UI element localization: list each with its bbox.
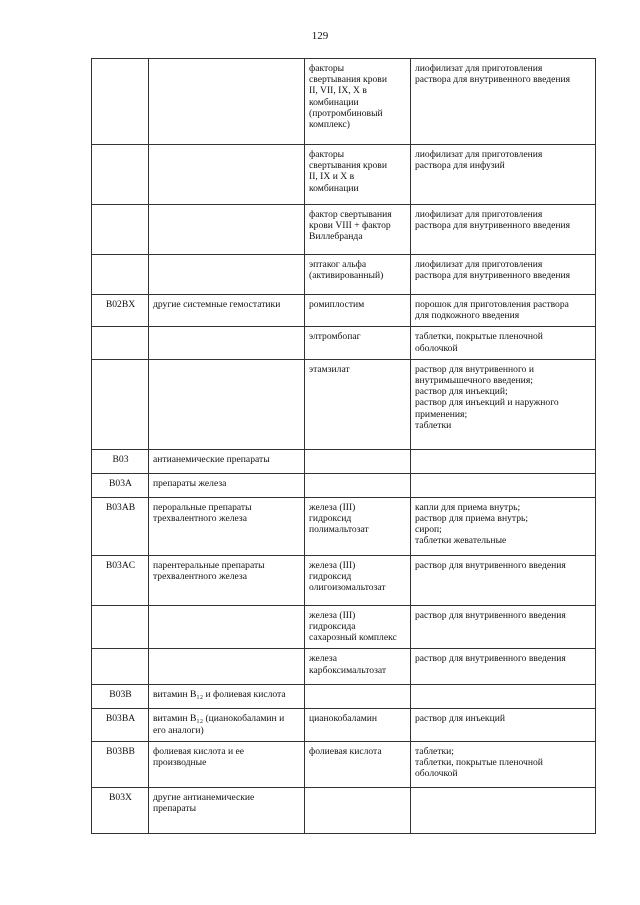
page-number: 129	[311, 30, 329, 42]
atc-code-cell	[92, 359, 149, 449]
group-name-cell: препараты железа	[149, 473, 305, 497]
group-name-cell	[149, 59, 305, 145]
group-name-cell: пероральные препараты трехвалентного железа	[149, 497, 305, 555]
table-row	[92, 327, 596, 359]
group-name-cell: другие антианемические препараты	[149, 787, 305, 833]
table-row	[92, 741, 596, 787]
dosage-form-cell: раствор для внутривенного введения	[411, 555, 596, 605]
atc-code-cell	[92, 205, 149, 255]
table-body	[92, 59, 596, 834]
atc-code-cell	[92, 327, 149, 359]
group-name-cell	[149, 649, 305, 685]
dosage-form-cell: раствор для внутривенного введения	[411, 605, 596, 649]
dosage-form-cell: порошок для приготовления раствора для подкожного введения	[411, 295, 596, 327]
group-name-cell: витамин B₁₂ (цианокобаламин и его аналоги)	[149, 709, 305, 741]
dosage-form-cell: раствор для внутривенного и внутримышечного введения; раствор для инъекций; раствор для инъекций и наружного применения; таблетки	[411, 359, 596, 449]
dosage-form-cell: лиофилизат для приготовления раствора для внутривенного введения	[411, 255, 596, 295]
group-name-cell: антианемические препараты	[149, 449, 305, 473]
atc-code-cell	[92, 649, 149, 685]
table-row	[92, 359, 596, 449]
drug-name-cell: железа (III) гидроксида сахарозный комплекс	[305, 605, 411, 649]
table-row	[92, 295, 596, 327]
drug-name-cell: железа карбоксимальтозат	[305, 649, 411, 685]
table-row	[92, 497, 596, 555]
atc-code-cell: B03A	[92, 473, 149, 497]
dosage-form-cell	[411, 787, 596, 833]
group-name-cell: витамин B₁₂ и фолиевая кислота	[149, 685, 305, 709]
table-row	[92, 709, 596, 741]
atc-code-cell: B03BB	[92, 741, 149, 787]
atc-code-cell: B03B	[92, 685, 149, 709]
table-row	[92, 685, 596, 709]
dosage-form-cell: лиофилизат для приготовления раствора для инфузий	[411, 145, 596, 205]
group-name-cell	[149, 205, 305, 255]
table-row	[92, 787, 596, 833]
dosage-form-cell	[411, 685, 596, 709]
table-row	[92, 473, 596, 497]
table-row	[92, 649, 596, 685]
group-name-cell: парентеральные препараты трехвалентного железа	[149, 555, 305, 605]
drug-name-cell: факторы свертывания крови II, VII, IX, X в комбинации (протромбиновый комплекс)	[305, 59, 411, 145]
drug-name-cell	[305, 685, 411, 709]
group-name-cell: другие системные гемостатики	[149, 295, 305, 327]
group-name-cell	[149, 359, 305, 449]
drug-name-cell: факторы свертывания крови II, IX и X в комбинации	[305, 145, 411, 205]
drug-name-cell: железа (III) гидроксид полимальтозат	[305, 497, 411, 555]
dosage-form-cell: капли для приема внутрь; раствор для приема внутрь; сироп; таблетки жевательные	[411, 497, 596, 555]
dosage-form-cell	[411, 449, 596, 473]
drug-name-cell: железа (III) гидроксид олигоизомальтозат	[305, 555, 411, 605]
dosage-form-cell: раствор для внутривенного введения	[411, 649, 596, 685]
dosage-form-cell: таблетки, покрытые пленочной оболочкой	[411, 327, 596, 359]
drug-name-cell: ромиплостим	[305, 295, 411, 327]
table-row	[92, 255, 596, 295]
atc-code-cell: B02BX	[92, 295, 149, 327]
atc-code-cell	[92, 145, 149, 205]
group-name-cell	[149, 605, 305, 649]
dosage-form-cell	[411, 473, 596, 497]
group-name-cell: фолиевая кислота и ее производные	[149, 741, 305, 787]
group-name-cell	[149, 327, 305, 359]
group-name-cell	[149, 255, 305, 295]
drug-name-cell	[305, 473, 411, 497]
atc-code-cell: B03AB	[92, 497, 149, 555]
group-name-cell	[149, 145, 305, 205]
table-row	[92, 205, 596, 255]
table-row	[92, 605, 596, 649]
atc-code-cell: B03BA	[92, 709, 149, 741]
drug-name-cell: этамзилат	[305, 359, 411, 449]
table-row	[92, 555, 596, 605]
table-row	[92, 145, 596, 205]
atc-code-cell	[92, 605, 149, 649]
atc-drug-table	[91, 58, 596, 834]
drug-name-cell: фолиевая кислота	[305, 741, 411, 787]
dosage-form-cell: лиофилизат для приготовления раствора для внутривенного введения	[411, 205, 596, 255]
dosage-form-cell: таблетки; таблетки, покрытые пленочной оболочкой	[411, 741, 596, 787]
drug-name-cell: фактор свертывания крови VIII + фактор Виллебранда	[305, 205, 411, 255]
drug-name-cell: элтромбопаг	[305, 327, 411, 359]
drug-name-cell	[305, 449, 411, 473]
table-row	[92, 59, 596, 145]
drug-name-cell: цианокобаламин	[305, 709, 411, 741]
dosage-form-cell: лиофилизат для приготовления раствора для внутривенного введения	[411, 59, 596, 145]
dosage-form-cell: раствор для инъекций	[411, 709, 596, 741]
atc-code-cell	[92, 59, 149, 145]
atc-code-cell: B03X	[92, 787, 149, 833]
drug-name-cell: эптаког альфа (активированный)	[305, 255, 411, 295]
drug-name-cell	[305, 787, 411, 833]
atc-code-cell: B03AC	[92, 555, 149, 605]
atc-code-cell: B03	[92, 449, 149, 473]
table-row	[92, 449, 596, 473]
atc-code-cell	[92, 255, 149, 295]
